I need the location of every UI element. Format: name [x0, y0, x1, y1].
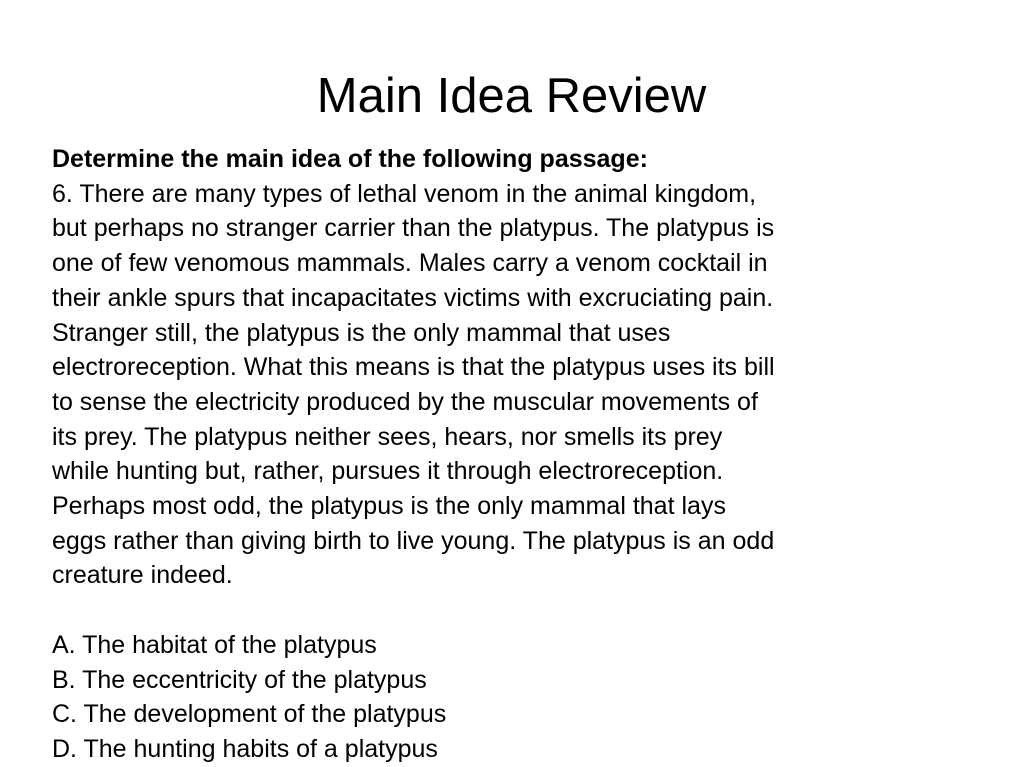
passage-line: but perhaps no stranger carrier than the platypus. The platypus is — [52, 214, 775, 243]
answer-options — [52, 628, 992, 767]
question-prompt: Determine the main idea of the following passage: — [52, 145, 648, 173]
passage-line: one of few venomous mammals. Males carry a venom cocktail in — [52, 249, 768, 278]
passage-line: Stranger still, the platypus is the only mammal that uses — [52, 318, 671, 347]
passage-line: creature indeed. — [52, 561, 233, 590]
passage-line: while hunting but, rather, pursues it through electroreception. — [52, 457, 724, 486]
passage-line: electroreception. What this means is that the platypus uses its bill — [52, 353, 775, 382]
passage-line: their ankle spurs that incapacitates victims with excruciating pain. — [52, 283, 774, 312]
passage-line: eggs rather than giving birth to live young. The platypus is an odd — [52, 526, 775, 555]
passage-line: Perhaps most odd, the platypus is the only mammal that lays — [52, 492, 726, 521]
blank-line — [52, 593, 992, 628]
slide-body — [52, 142, 992, 767]
passage-line: 6. There are many types of lethal venom in the animal kingdom, — [52, 179, 757, 208]
option-b: B. The eccentricity of the platypus — [52, 665, 427, 694]
passage — [52, 177, 992, 593]
passage-line: its prey. The platypus neither sees, hears, nor smells its prey — [52, 422, 723, 451]
option-c: C. The development of the platypus — [52, 700, 447, 729]
passage-line: to sense the electricity produced by the muscular movements of — [52, 387, 758, 416]
option-d: D. The hunting habits of a platypus — [52, 734, 438, 763]
option-a: A. The habitat of the platypus — [52, 630, 377, 659]
slide-title: Main Idea Review — [316, 69, 707, 123]
